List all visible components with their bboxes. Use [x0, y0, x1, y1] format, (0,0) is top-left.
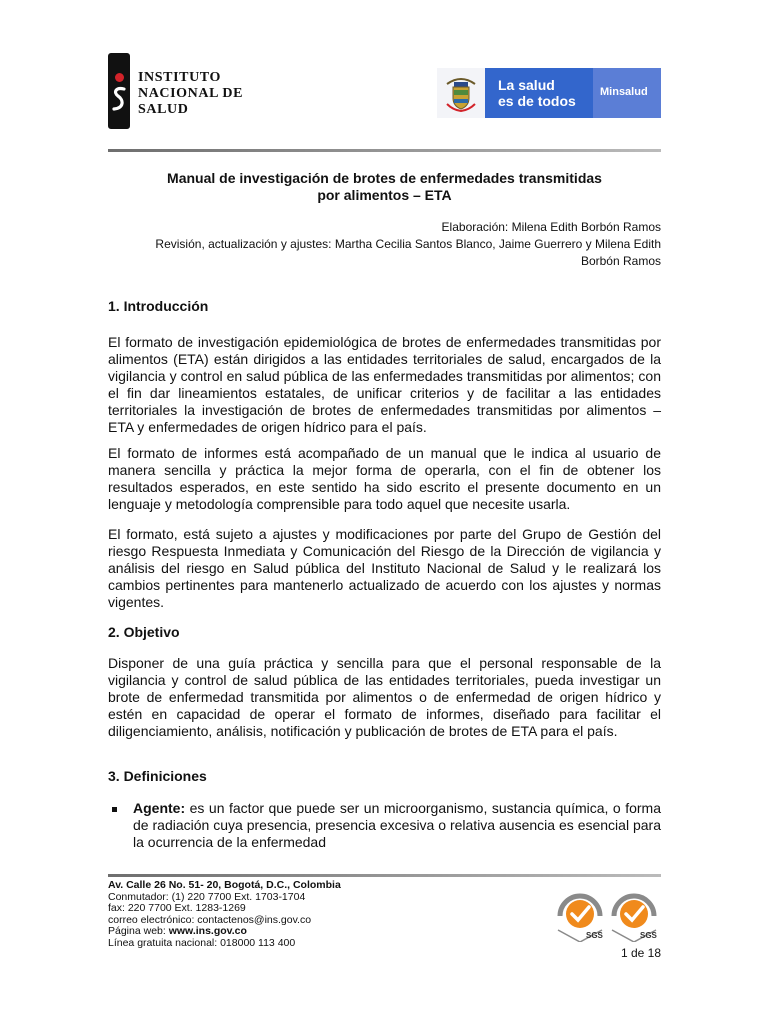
intro-paragraph-2: El formato de informes está acompañado de un manual que le indica al usuario de manera sencilla y práctica la mejor forma de operarla, con el fin de obtener los resultados esperados, en este sentido ha sido escrito el presente documento en un lenguaje y metodología comprensible para todo aquel que necesite usarla.: [108, 445, 661, 512]
definition-text: es un factor que puede ser un microorganismo, sustancia química, o forma de radiación cuya presencia, presencia excesiva o relativa ausencia es esencial para la ocurrencia de la enfermedad: [133, 800, 661, 850]
intro-paragraph-3: El formato, está sujeto a ajustes y modificaciones por parte del Grupo de Gestión del riesgo Respuesta Inmediata y Comunicación del Riesgo de la Dirección de vigilancia y análisis del riesgo en Salud pública del Instituto Nacional de Salud y le realizará los cambios pertinentes para mantenerlo actualizado de acuerdo con los ajustes y normas vigentes.: [108, 526, 661, 610]
section-heading-objective: 2. Objetivo: [108, 624, 180, 640]
footer-divider: [108, 874, 661, 877]
gov-slogan-line2: es de todos: [498, 93, 576, 109]
ins-logo-wordmark: [138, 70, 243, 118]
footer-phone: Conmutador: (1) 220 7700 Ext. 1703-1704: [108, 890, 306, 903]
title-line2: por alimentos – ETA: [317, 187, 452, 203]
intro-paragraph-1: El formato de investigación epidemiológica de brotes de enfermedades transmitidas por alimentos (ETA) están dirigidos a las entidades territoriales de salud, encargados de la vigilancia y control en salud pública de las enfermedades transmitidas por alimentos; con el fin dar lineamientos estatales, de unificar criterios y de facilitar a las entidades territoriales la investigación de brotes de enfermedades transmitidas por alimentos – ETA y enfermedades de origen hídrico para el país.: [108, 334, 661, 435]
gov-slogan-panel: [485, 68, 593, 118]
definition-item: [133, 800, 661, 851]
footer-fax: fax: 220 7700 Ext. 1283-1269: [108, 902, 246, 914]
ins-logo-s-icon: [110, 86, 128, 112]
ministry-label: Minsalud: [600, 86, 648, 98]
ins-logo-dot: [115, 73, 124, 82]
footer-web: Página web: www.ins.gov.co: [108, 925, 247, 937]
gov-slogan-line1: La salud: [498, 77, 555, 93]
ins-name-line2: NACIONAL DE: [138, 86, 244, 101]
certification-seal-icon: [556, 882, 604, 942]
header-divider: [108, 149, 661, 152]
document-credits: [108, 219, 661, 270]
certification-seal-icon: [610, 882, 658, 942]
ins-name-line3: SALUD: [138, 102, 189, 117]
svg-text:SGS: SGS: [586, 931, 603, 940]
footer-contact: [108, 880, 341, 949]
government-logo: [437, 68, 661, 118]
footer-email: correo electrónico: contactenos@ins.gov.co: [108, 913, 312, 926]
definition-term: Agente:: [133, 800, 186, 816]
footer-address: Av. Calle 26 No. 51- 20, Bogotá, D.C., Colombia: [108, 879, 341, 891]
coat-of-arms-icon: [437, 68, 485, 118]
title-line1: Manual de investigación de brotes de enfermedades transmitidas: [167, 170, 602, 186]
credit-line1: Elaboración: Milena Edith Borbón Ramos: [441, 220, 661, 234]
svg-text:SGS: SGS: [640, 931, 657, 940]
ministry-panel: [593, 68, 661, 118]
footer-hotline: Línea gratuita nacional: 018000 113 400: [108, 936, 296, 949]
bullet-square-icon: [112, 807, 117, 812]
page-number: 1 de 18: [620, 946, 661, 960]
document-title: [108, 170, 661, 204]
objective-paragraph: Disponer de una guía práctica y sencilla para que el personal responsable de la vigilancia y control de salud pública de las entidades territoriales, pueda investigar un brote de enfermedad transmitida por alimentos o de enfermedad de origen hídrico y estén en capacidad de operar el formato de informes, diseñado para facilitar el diligenciamiento, análisis, notificación y publicación de brotes de ETA para el país.: [108, 655, 661, 739]
section-heading-intro: 1. Introducción: [108, 298, 209, 314]
section-heading-definitions: 3. Definiciones: [108, 768, 207, 784]
credit-line2: Revisión, actualización y ajustes: Martha Cecilia Santos Blanco, Jaime Guerrero y Milena Edith: [155, 237, 661, 251]
footer-web-link[interactable]: www.ins.gov.co: [168, 925, 247, 937]
credit-line3: Borbón Ramos: [580, 254, 661, 268]
ins-name-line1: INSTITUTO: [138, 70, 221, 85]
